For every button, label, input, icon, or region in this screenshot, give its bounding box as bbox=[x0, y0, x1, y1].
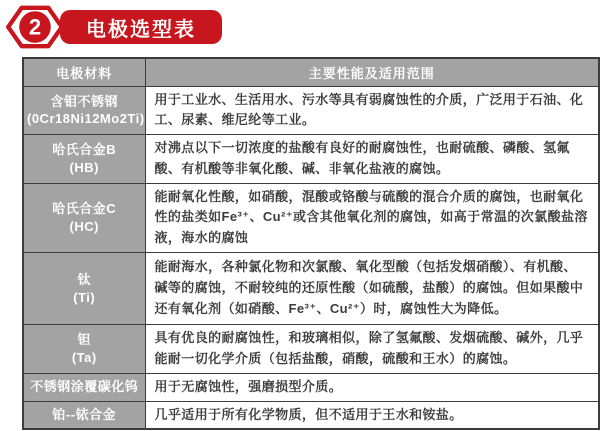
number-badge-hexagon-icon bbox=[6, 4, 64, 50]
description-cell: 对沸点以下一切浓度的盐酸有良好的耐腐蚀性，也耐硫酸、磷酸、氢氟酸、有机酸等非氧化酸、碱、非氧化盐液的腐蚀。 bbox=[145, 135, 599, 184]
electrode-selection-table bbox=[22, 57, 600, 430]
material-cell bbox=[23, 325, 145, 374]
material-name: 钽 bbox=[77, 332, 91, 348]
material-cell bbox=[23, 86, 145, 135]
material-cell bbox=[23, 401, 145, 429]
page-title: 电极选型表 bbox=[60, 10, 222, 44]
material-grade: (Ta) bbox=[71, 349, 97, 365]
table-row bbox=[23, 401, 599, 429]
badge-number: 2 bbox=[28, 14, 42, 40]
material-name: 哈氏合金C bbox=[52, 201, 117, 217]
table-row bbox=[23, 253, 599, 325]
description-cell: 用于无腐蚀性，强磨损型介质。 bbox=[145, 373, 599, 401]
material-grade: (HC) bbox=[69, 218, 99, 234]
material-name: 不锈钢涂覆碳化钨 bbox=[30, 379, 139, 395]
table-header-row bbox=[23, 58, 599, 86]
description-cell: 能耐氧化性酸，如硝酸，混酸或铬酸与硫酸的混合介质的腐蚀，也耐氧化性的盐类如Fe³⁺、Cu²⁺或含其他氧化剂的腐蚀，如高于常温的次氯酸盐溶液，海水的腐蚀 bbox=[145, 183, 599, 252]
page-heading bbox=[0, 0, 600, 56]
table-row bbox=[23, 373, 599, 401]
material-name: 含钼不锈钢 bbox=[50, 93, 118, 109]
description-cell: 具有优良的耐腐蚀性，和玻璃相似，除了氢氟酸、发烟硫酸、碱外，几乎能耐一切化学介质（包括盐酸，硝酸，硫酸和王水）的腐蚀。 bbox=[145, 325, 599, 374]
description-cell: 能耐海水，各种氯化物和次氯酸、氧化型酸（包括发烟硝酸）、有机酸、碱等的腐蚀，不耐较纯的还原性酸（如硫酸，盐酸）的腐蚀。但如果酸中还有氧化剂（如硝酸、Fe³⁺、Cu²⁺）时，腐蚀性大为降低。 bbox=[145, 253, 599, 325]
column-header-material: 电极材料 bbox=[23, 58, 145, 86]
table-row bbox=[23, 135, 599, 184]
material-cell bbox=[23, 253, 145, 325]
material-name: 铂--铱合金 bbox=[52, 407, 117, 423]
description-cell: 用于工业水、生活用水、污水等具有弱腐蚀性的介质，广泛用于石油、化工、尿素、维尼纶等工业。 bbox=[145, 86, 599, 135]
material-grade: (HB) bbox=[69, 159, 99, 175]
material-name: 哈氏合金B bbox=[52, 142, 117, 158]
table-row bbox=[23, 325, 599, 374]
description-cell: 几乎适用于所有化学物质，但不适用于王水和铵盐。 bbox=[145, 401, 599, 429]
material-cell bbox=[23, 183, 145, 252]
material-cell bbox=[23, 373, 145, 401]
table-row bbox=[23, 183, 599, 252]
material-grade: (Ti) bbox=[73, 289, 96, 305]
material-cell bbox=[23, 135, 145, 184]
column-header-performance: 主要性能及适用范围 bbox=[145, 58, 599, 86]
table-row bbox=[23, 86, 599, 135]
material-grade: (0Cr18Ni12Mo2Ti) bbox=[27, 111, 145, 127]
material-name: 钛 bbox=[77, 272, 91, 288]
